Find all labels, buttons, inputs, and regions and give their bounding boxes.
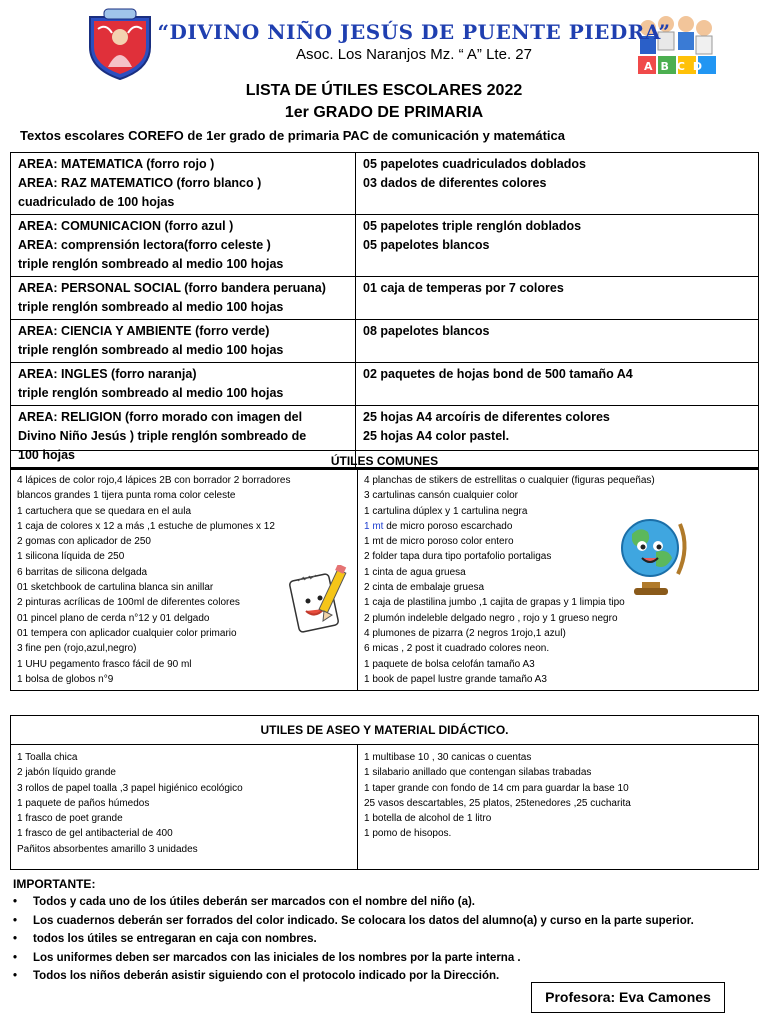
- school-address: Asoc. Los Naranjos Mz. “ A” Lte. 27: [296, 46, 532, 63]
- comunes-right-list: [358, 469, 759, 691]
- school-crest-logo: [84, 7, 156, 81]
- list-item: 1 bolsa de globos n°9: [17, 673, 114, 685]
- list-item: 2 pinturas acrílicas de 100ml de diferentes colores: [17, 597, 240, 609]
- area-line: AREA: RAZ MATEMATICO (forro blanco ): [18, 176, 262, 190]
- list-item: 1 frasco de gel antibacterial de 400: [17, 828, 173, 840]
- list-item: 4 planchas de stikers de estrellitas o cualquier (figuras pequeñas): [364, 475, 655, 486]
- bullet-icon: •: [13, 933, 18, 945]
- list-item: 1 paquete de paños húmedos: [17, 797, 150, 809]
- list-item: 1 UHU pegamento frasco fácil de 90 ml: [17, 658, 192, 670]
- list-item: 1 Toalla chica: [17, 752, 78, 763]
- area-line: triple renglón sombreado al medio 100 hojas: [18, 300, 284, 314]
- area-line: AREA: COMUNICACION (forro azul ): [18, 219, 234, 233]
- bullet-icon: •: [13, 970, 18, 982]
- list-item: 4 plumones de pizarra (2 negros 1rojo,1 azul): [364, 627, 566, 639]
- list-item: 1 cinta de agua gruesa: [364, 566, 466, 578]
- area-row: [11, 363, 759, 406]
- list-item: 3 fine pen (rojo,azul,negro): [17, 643, 137, 655]
- area-row: [11, 320, 759, 363]
- area-right-cell: [356, 363, 759, 406]
- list-item: 1 caja de colores x 12 a más ,1 estuche de plumones x 12: [17, 520, 275, 532]
- list-item: 1 silicona líquida de 250: [17, 551, 125, 563]
- area-line: AREA: INGLES (forro naranja): [18, 367, 197, 381]
- list-item: 2 folder tapa dura tipo portafolio portaligas: [364, 551, 552, 563]
- area-line: 25 hojas A4 arcoíris de diferentes colores: [363, 410, 610, 424]
- list-item: 6 barritas de silicona delgada: [17, 566, 148, 578]
- list-item: 1 cartuchera que se quedara en el aula: [17, 505, 192, 517]
- list-item: 1 paquete de bolsa celofán tamaño A3: [364, 658, 535, 670]
- area-left-cell: [11, 215, 356, 277]
- area-line: 08 papelotes blancos: [363, 324, 490, 338]
- comunes-heading: ÚTILES COMUNES: [11, 451, 759, 470]
- list-item: 1 multibase 10 , 30 canicas o cuentas: [364, 752, 532, 763]
- list-item: 2 jabón líquido grande: [17, 767, 116, 779]
- area-line: 02 paquetes de hojas bond de 500 tamaño A4: [363, 367, 633, 381]
- list-item: 6 micas , 2 post it cuadrado colores neon.: [364, 643, 550, 655]
- list-item: 1 mt de micro poroso color entero: [364, 536, 514, 548]
- importante-item: [13, 949, 694, 968]
- list-item: 1 taper grande con fondo de 14 cm para guardar la base 10: [364, 782, 629, 794]
- area-left-cell: [11, 153, 356, 215]
- list-item: 2 cinta de embalaje gruesa: [364, 582, 485, 594]
- teacher-name: Profesora: Eva Camones: [531, 982, 725, 1013]
- importante-list: [13, 893, 694, 986]
- list-item: 1 pomo de hisopos.: [364, 828, 452, 840]
- area-line: AREA: RELIGION (forro morado con imagen del: [18, 410, 303, 424]
- list-item: 1 cartulina dúplex y 1 cartulina negra: [364, 505, 528, 517]
- area-line: triple renglón sombreado al medio 100 hojas: [18, 257, 284, 271]
- area-right-cell: [356, 320, 759, 363]
- area-line: 100 hojas: [18, 448, 75, 462]
- area-left-cell: [11, 277, 356, 320]
- list-item: 01 pincel plano de cerda n°12 y 01 delgado: [17, 612, 210, 624]
- bullet-icon: •: [13, 951, 18, 964]
- bullet-icon: •: [13, 914, 18, 927]
- list-item: 1 caja de plastilina jumbo ,1 cajita de grapas y 1 limpia tipo: [364, 597, 625, 609]
- svg-text:ABCD: ABCD: [643, 60, 711, 73]
- importante-text: Los cuadernos deberán ser forrados del color indicado. Se colocara los datos del alumno(a) y curso en la parte superior.: [33, 914, 694, 927]
- list-item: 3 cartulinas cansón cualquier color: [364, 490, 518, 502]
- highlighted-text: 1 mt: [364, 520, 384, 532]
- aseo-heading: UTILES DE ASEO Y MATERIAL DIDÁCTICO.: [11, 716, 759, 745]
- area-row: [11, 277, 759, 320]
- globe-icon: [612, 512, 694, 598]
- list-item: 1 mt de micro poroso escarchado: [364, 520, 513, 532]
- aseo-right-list: [358, 745, 759, 870]
- document-subtitle: 1er GRADO DE PRIMARIA: [284, 104, 484, 121]
- area-line: triple renglón sombreado al medio 100 hojas: [18, 343, 284, 357]
- importante-heading: IMPORTANTE:: [13, 877, 96, 891]
- bullet-icon: •: [13, 896, 18, 908]
- list-item: 2 gomas con aplicador de 250: [17, 536, 151, 548]
- list-item: 1 silabario anillado que contengan silabas trabadas: [364, 767, 592, 779]
- notebook-pencil-icon: [288, 565, 350, 640]
- aseo-table: [10, 715, 759, 870]
- school-name: “DIVINO NIÑO JESÚS DE PUENTE PIEDRA”: [157, 20, 671, 44]
- area-line: cuadriculado de 100 hojas: [18, 195, 175, 209]
- area-table: [10, 152, 759, 468]
- list-item: 1 botella de alcohol de 1 litro: [364, 813, 492, 825]
- list-item: 25 vasos descartables, 25 platos, 25tenedores ,25 cucharita: [364, 797, 631, 809]
- area-left-cell: [11, 320, 356, 363]
- importante-text: Todos los niños deberán asistir siguiendo con el protocolo indicado por la Dirección.: [33, 970, 500, 982]
- area-line: AREA: PERSONAL SOCIAL (forro bandera peruana): [18, 281, 326, 295]
- area-line: AREA: comprensión lectora(forro celeste ): [18, 238, 271, 252]
- list-item: Pañitos absorbentes amarillo 3 unidades: [17, 843, 198, 855]
- list-item: 3 rollos de papel toalla ,3 papel higiénico ecológico: [17, 782, 243, 794]
- area-line: Divino Niño Jesús ) triple renglón sombreado de: [18, 429, 307, 443]
- list-item: 01 sketchbook de cartulina blanca sin anillar: [17, 582, 214, 594]
- area-right-cell: [356, 215, 759, 277]
- area-row: [11, 153, 759, 215]
- list-item: blancos grandes 1 tijera punta roma color celeste: [17, 490, 236, 502]
- importante-item: [13, 893, 694, 912]
- area-row: [11, 215, 759, 277]
- list-item: 01 tempera con aplicador cualquier color primario: [17, 627, 237, 639]
- area-left-cell: [11, 363, 356, 406]
- area-line: 01 caja de temperas por 7 colores: [363, 281, 564, 295]
- area-line: 05 papelotes blancos: [363, 238, 490, 252]
- area-line: 25 hojas A4 color pastel.: [363, 429, 510, 443]
- area-line: 05 papelotes triple renglón doblados: [363, 219, 582, 233]
- area-line: AREA: MATEMATICA (forro rojo ): [18, 157, 215, 171]
- importante-text: Los uniformes deben ser marcados con las iniciales de los nombres por la parte interna .: [33, 951, 521, 964]
- area-line: triple renglón sombreado al medio 100 hojas: [18, 386, 284, 400]
- importante-text: Todos y cada uno de los útiles deberán ser marcados con el nombre del niño (a).: [33, 896, 475, 908]
- textbooks-note: Textos escolares COREFO de 1er grado de primaria PAC de comunicación y matemática: [20, 128, 565, 143]
- importante-item: [13, 930, 694, 949]
- list-item: 2 plumón indeleble delgado negro , rojo y 1 grueso negro: [364, 612, 618, 624]
- importante-text: todos los útiles se entregaran en caja con nombres.: [33, 933, 317, 945]
- list-item: 4 lápices de color rojo,4 lápices 2B con borrador 2 borradores: [17, 475, 291, 486]
- area-line: AREA: CIENCIA Y AMBIENTE (forro verde): [18, 324, 270, 338]
- list-item: 1 frasco de poet grande: [17, 813, 123, 825]
- area-right-cell: [356, 277, 759, 320]
- area-right-cell: [356, 153, 759, 215]
- importante-item: [13, 912, 694, 931]
- document-title: LISTA DE ÚTILES ESCOLARES 2022: [245, 82, 523, 99]
- area-line: 03 dados de diferentes colores: [363, 176, 547, 190]
- area-line: 05 papelotes cuadriculados doblados: [363, 157, 586, 171]
- aseo-left-list: [11, 745, 358, 870]
- list-item: 1 book de papel lustre grande tamaño A3: [364, 673, 547, 685]
